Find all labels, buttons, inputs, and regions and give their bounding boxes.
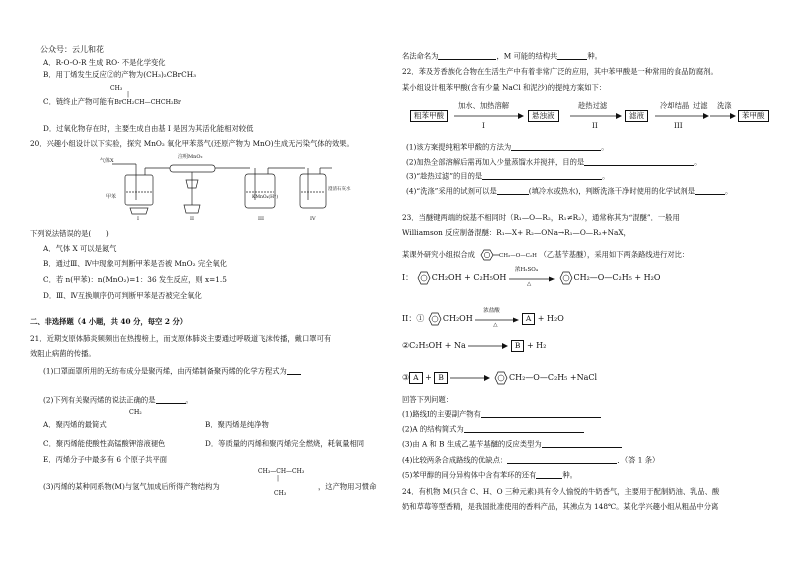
q21-cont-1: 名法命名为 [402, 51, 439, 61]
q21-option-c: C．聚丙烯能使酸性高锰酸钾溶液褪色 [43, 439, 166, 448]
answer-blank[interactable] [695, 187, 725, 195]
q21-sub-3-bond: | [277, 475, 280, 482]
route-2-r1-cond2: △ [493, 322, 498, 328]
label-iv: IV [310, 216, 316, 220]
label-iii: III [258, 216, 264, 220]
benzene-ring-icon [416, 271, 432, 285]
q20-option-a: A．气体 X 可以是氮气 [43, 244, 117, 253]
q21-sub-3-struct: CH₃—CH—CH₃ [258, 468, 305, 475]
q20-stem: 20．兴趣小组设计以下实验，探究 MnO₂ 氧化甲苯蒸气(还原产物为 MnO)生成无污染气体的效果。 [30, 139, 354, 148]
route-2-step-1 [402, 308, 564, 328]
flow-action-3b: 过滤 [693, 101, 708, 110]
q23-sub-3 [402, 440, 622, 448]
route-1-arrow [509, 267, 555, 287]
q21-option-d: D．等质量的丙烯和聚丙烯完全燃烧，耗氧量相同 [205, 439, 365, 448]
label-ii: II [190, 216, 194, 220]
q21-option-e: E．丙烯分子中最多有 6 个原子共平面 [43, 455, 168, 464]
box-b-2: B [434, 372, 448, 384]
q23-stem-2: Williamson 反应制备混醚：R₁—X+ R₂—ONa→R₁—O—R₂+NaX， [402, 228, 631, 237]
flow-step-3: III [674, 121, 683, 130]
q21-sub-2-text: (2)下列有关聚丙烯的说法正确的是 [43, 395, 156, 405]
q23-sub-1-text: (1)路线Ⅰ的主要副产物有 [402, 409, 481, 419]
q22-flow-chart [410, 102, 770, 136]
flow-arrow-2 [570, 112, 622, 120]
box-a-2: A [409, 372, 422, 384]
q23-sub-1 [402, 410, 601, 418]
route-2-r3-plus: + [425, 373, 432, 382]
q20-option-b: B．通过Ⅲ、Ⅳ中现象可判断甲苯是否被 MnO₂ 完全氧化 [43, 259, 228, 268]
bottle-i [125, 175, 153, 205]
flow-step-2: II [592, 121, 598, 130]
q21-option-a: A．聚丙烯的最简式 [43, 420, 107, 429]
answer-blank[interactable] [481, 410, 601, 418]
part2-title: 二、非选择题（4 小题，共 40 分，每空 2 分） [30, 317, 188, 326]
label-catalyst: 注明MnO₂ [178, 154, 203, 160]
answer-blank[interactable] [507, 456, 617, 464]
q23-sub-5 [402, 471, 577, 479]
q21-continuation [402, 52, 602, 60]
answer-blank[interactable] [438, 52, 496, 60]
route-1-left: CH₂OH + C₂H₅OH [431, 273, 507, 282]
label-kmno4: KMnO₄(H⁺) [252, 195, 279, 200]
q24-stem-1: 24．有机物 M(只含 C、H、O 三种元素)具有令人愉悦的牛奶香气，主要用于配制奶油、乳品、酸 [402, 487, 720, 496]
flow-action-4: 洗涤 [717, 101, 732, 110]
q19-option-a: A．R-O-O-R 生成 RO· 不是化学变化 [43, 58, 166, 67]
q23-stem-3-a: 某课外研究小组拟合成 [402, 250, 475, 259]
svg-text:CH₂—O—C₂H₅: CH₂—O—C₂H₅ [499, 253, 538, 259]
flow-box-suspension: 悬浊液 [528, 110, 559, 122]
flow-action-3: 冷却结晶 [660, 101, 690, 110]
answer-blank[interactable] [287, 367, 301, 375]
q23-stem-1: 23．当醚键两端的烷基不相同时（R₁—O—R₂，R₁≠R₂），通常称其为“混醚”．一般用 [402, 213, 680, 222]
q22-sub-2: (2)加热全部溶解后需再加入少量蒸馏水并搅拌，目的是 。 [406, 157, 702, 167]
answer-blank[interactable] [542, 440, 622, 448]
q22-sub-1: (1)该方案提纯粗苯甲酸的方法为 。 [406, 142, 609, 152]
label-gas-x: 气体X [100, 158, 114, 164]
flow-box-crude: 粗苯甲酸 [410, 110, 448, 122]
flow-box-filtrate: 滤液 [625, 110, 648, 122]
q23-stem-3 [402, 248, 689, 262]
benzene-ring-icon [493, 371, 509, 385]
q19-option-c-methyl: CH₃ [110, 85, 123, 92]
q22-sub-4-text-b: (填冷水或热水)，判断洗涤干净时使用的化学试剂是 [528, 186, 695, 196]
benzyl-ethyl-ether-structure [477, 248, 537, 262]
q23-sub-2-text: (2)A 的结构简式为 [402, 424, 464, 434]
q19-option-c-formula: BrCH₂CH—CHCH₂Br [114, 99, 181, 106]
q21-cont-2: ，M 可能的结构共 [496, 51, 558, 61]
q19-option-b: B．用丁烯发生反应②的产物为(CH₃)₂CBrCH₃ [43, 70, 197, 79]
answer-blank[interactable] [464, 425, 584, 433]
bottle-iii [245, 174, 275, 208]
q21-stem-1: 21．近期支原体肺炎频频出在热搜榜上，而支原体肺炎主要通过呼吸道飞沫传播，戴口罩可有 [30, 334, 332, 343]
tube-ii [170, 165, 215, 172]
q21-sub-3-b: ，这产物用习惯命 [318, 482, 377, 491]
q22-sub-1-text: (1)该方案提纯粗苯甲酸的方法为 [406, 142, 512, 152]
flow-step-1: I [482, 121, 485, 130]
box-b: B [511, 340, 525, 352]
q19-option-d: D．过氧化物存在时，主要生成自由基 I 是因为其活化能相对较低 [43, 124, 254, 133]
flow-arrow-4 [710, 112, 736, 120]
q23-sub-5-text-a: (5)苯甲醇的同分异构体中含有苯环的还有 [402, 470, 537, 480]
flow-arrow-1 [454, 112, 524, 120]
flow-box-product: 苯甲酸 [738, 110, 769, 122]
answer-blank[interactable] [156, 396, 186, 404]
bottle-iv [300, 174, 326, 208]
q22-stem-1: 22．苯及芳香族化合物在生活生产中有着非常广泛的应用，其中苯甲酸是一种常用的食品防腐剂。 [402, 67, 718, 76]
q22-sub-4-text-a: (4)“洗涤”采用的试剂可以是 [406, 186, 497, 196]
route-2-r1-left: CH₂OH [442, 314, 473, 323]
q22-sub-3-text: (3)“趁热过滤”的目的是 [406, 171, 483, 181]
q23-stem-3-b: （乙基苄基醚），采用如下两条路线进行对比： [539, 250, 690, 259]
q20-option-c: C．若 n(甲苯)：n(MnO₂)=1：36 发生反应，则 x=1.5 [43, 275, 227, 284]
q21-cont-3: 种。 [587, 51, 602, 61]
q22-sub-4 [406, 187, 732, 195]
q19-option-c-prefix: C．链终止产物可能有 [43, 97, 115, 106]
q21-option-a-ch2: CH₂ [129, 409, 142, 416]
q21-stem-2: 效阻止病菌的传播。 [30, 349, 96, 358]
route-2-r3-right: CH₂—O—C₂H₅ +NaCl [509, 373, 598, 382]
route-2-r2-label: ② [402, 341, 410, 350]
label-toluene: 甲苯 [106, 194, 117, 200]
box-a: A [522, 313, 535, 325]
benzene-ring-icon [427, 312, 443, 326]
q20-ask: 下列说法错误的是( ) [30, 229, 109, 238]
answer-blank[interactable] [497, 187, 529, 195]
route-2-step-3 [402, 371, 597, 385]
q22-stem-2: 某小组设计粗苯甲酸(含有少量 NaCl 和泥沙)的提纯方案如下： [402, 83, 607, 92]
route-2-r1-arrow [475, 308, 519, 328]
q23-sub-5-text-b: 种。 [562, 470, 577, 480]
answer-blank[interactable] [536, 471, 562, 479]
q23-sub-3-text: (3)由 A 和 B 生成乙基苄基醚的反应类型为 [402, 439, 542, 449]
q20-apparatus-diagram [100, 150, 360, 220]
q21-option-b: B．聚丙烯是纯净物 [205, 420, 269, 429]
route-2-r1-cond: 浓盐酸 [483, 308, 500, 314]
q22-sub-2-text: (2)加热全部溶解后需再加入少量蒸馏水并搅拌，目的是 [406, 157, 585, 167]
q22-sub-4-text-c: 。 [725, 186, 733, 196]
page-header: 公众号：云儿和花 [40, 45, 104, 54]
answer-blank[interactable] [511, 143, 601, 151]
q23-answer-prompt: 回答下列问题： [402, 395, 454, 404]
route-1-label: I： [402, 273, 414, 282]
q23-sub-4-text: (4)比较两条合成路线的优缺点： [402, 455, 508, 465]
q23-sub-4 [402, 456, 659, 464]
route-2-r3-label: ③ [402, 373, 410, 382]
label-i: I [137, 216, 139, 220]
q21-sub-3-branch: CH₃ [274, 490, 287, 497]
q19-option-c-bond: | [127, 91, 130, 98]
flow-arrow-3 [655, 112, 709, 120]
route-2-label: II：① [402, 314, 425, 323]
route-2-r3-arrow [450, 374, 490, 382]
label-limewater: 澄清石灰水 [328, 187, 351, 192]
route-1 [402, 267, 661, 287]
flow-action-1: 加水、加热溶解 [458, 101, 510, 110]
q21-sub-1-text: (1)口罩面罩所用的无纺布成分是聚丙烯，由丙烯制备聚丙烯的化学方程式为 [43, 366, 287, 376]
answer-blank[interactable] [557, 52, 587, 60]
route-2-r2-right: + H₂ [526, 341, 547, 350]
route-1-right: CH₂—O—C₂H₅ + H₂O [573, 273, 661, 282]
q22-sub-3: (3)“趁热过滤”的目的是 。 [406, 171, 610, 181]
answer-blank[interactable] [584, 158, 694, 166]
q19-option-c [43, 98, 181, 106]
route-2-r2-left: C₂H₅OH + Na [409, 341, 466, 350]
answer-blank[interactable] [482, 172, 602, 180]
route-2-r2-arrow [468, 342, 508, 350]
q21-sub-3-a: (3)丙烯的某种同系物(M)与氢气加成后所得产物结构为 [43, 482, 220, 491]
route-2-r1-right: + H₂O [537, 314, 564, 323]
benzene-ring-icon [558, 271, 574, 285]
q23-sub-2 [402, 425, 584, 433]
q23-sub-4-text-b: ．（答 1 条） [617, 455, 660, 465]
q20-option-d: D．Ⅲ、Ⅳ互换顺序仍可判断甲苯是否被完全氧化 [43, 291, 202, 300]
q21-sub-1 [43, 367, 301, 375]
q21-sub-2: (2)下列有关聚丙烯的说法正确的是 。 [43, 395, 193, 405]
route-1-cond2: △ [526, 281, 532, 287]
route-1-cond: 浓H₂SO₄ [514, 267, 538, 273]
q24-stem-2: 奶和草莓等型香精，是我国批准使用的香料产品，其沸点为 148℃。某化学兴趣小组从粗品中分离 [402, 502, 719, 511]
flow-action-2: 趁热过滤 [578, 101, 608, 110]
route-2-step-2 [402, 340, 546, 352]
